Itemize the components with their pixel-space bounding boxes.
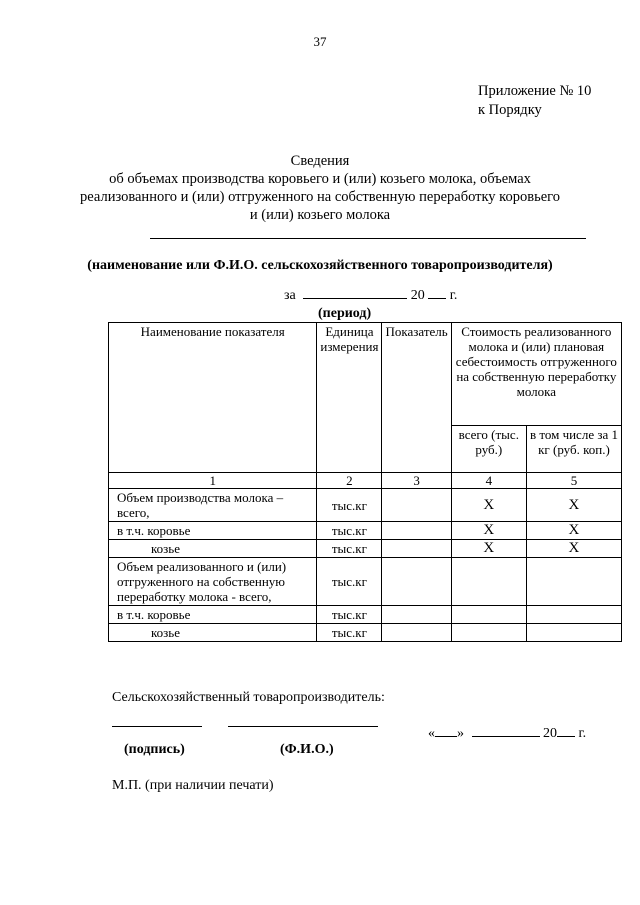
column-number: 4: [451, 473, 526, 489]
header-total: всего (тыс. руб.): [451, 426, 526, 473]
header-per-kg: в том числе за 1 кг (руб. коп.): [526, 426, 621, 473]
row-total: Х: [451, 540, 526, 558]
fio-caption: (Ф.И.О.): [280, 742, 334, 757]
row-name: в т.ч. коровье: [109, 522, 317, 540]
date-line: [428, 724, 586, 742]
column-numbers-row: [109, 473, 622, 489]
column-number: 5: [526, 473, 621, 489]
row-unit: тыс.кг: [317, 558, 382, 606]
row-name: Объем реализованного и (или) отгруженного на собственную переработку молока - всего,: [109, 558, 317, 606]
date-year-prefix: 20: [543, 726, 557, 741]
row-total[interactable]: [451, 606, 526, 624]
row-name: Объем производства молока – всего,: [109, 489, 317, 522]
table-row: [109, 558, 622, 606]
report-table: [108, 322, 622, 642]
signature-field[interactable]: [112, 726, 202, 727]
column-number: 1: [109, 473, 317, 489]
fio-field[interactable]: [228, 726, 378, 727]
row-total[interactable]: [451, 624, 526, 642]
date-year-field[interactable]: [557, 724, 575, 737]
table-row: [109, 624, 622, 642]
row-per-kg: Х: [526, 540, 621, 558]
period-prefix: за: [284, 288, 296, 303]
row-per-kg: Х: [526, 522, 621, 540]
date-open-quote: «: [428, 726, 435, 741]
column-number: 3: [382, 473, 451, 489]
table-row: [109, 540, 622, 558]
row-unit: тыс.кг: [317, 624, 382, 642]
row-indicator[interactable]: [382, 522, 451, 540]
row-total: Х: [451, 489, 526, 522]
row-per-kg[interactable]: [526, 624, 621, 642]
row-indicator[interactable]: [382, 558, 451, 606]
header-unit: Единица измерения: [317, 323, 382, 473]
row-unit: тыс.кг: [317, 489, 382, 522]
column-number: 2: [317, 473, 382, 489]
signature-caption: (подпись): [124, 742, 185, 757]
period-line: [284, 286, 457, 304]
table-row: [109, 606, 622, 624]
document-title: [80, 152, 560, 224]
appendix-line1: Приложение № 10: [478, 83, 592, 99]
row-name: в т.ч. коровье: [109, 606, 317, 624]
period-caption: (период): [318, 306, 372, 321]
header-name: Наименование показателя: [109, 323, 317, 473]
date-close-quote: »: [457, 726, 464, 741]
header-row: [109, 323, 622, 426]
appendix-line2: к Порядку: [478, 102, 542, 118]
page-number: 37: [313, 34, 327, 49]
row-unit: тыс.кг: [317, 540, 382, 558]
producer-name-caption: (наименование или Ф.И.О. сельскохозяйственного товаропроизводителя): [87, 258, 553, 273]
appendix-reference: [478, 82, 591, 120]
period-year-suffix: г.: [449, 288, 458, 303]
row-name: козье: [109, 540, 317, 558]
producer-name-field[interactable]: [150, 238, 586, 239]
producer-label: Сельскохозяйственный товаропроизводитель:: [112, 690, 385, 705]
row-total[interactable]: [451, 558, 526, 606]
row-unit: тыс.кг: [317, 522, 382, 540]
row-indicator[interactable]: [382, 489, 451, 522]
period-year-prefix: 20: [410, 288, 425, 303]
row-total: Х: [451, 522, 526, 540]
period-year-field[interactable]: [428, 286, 446, 299]
date-year-suffix: г.: [578, 726, 587, 741]
row-name: козье: [109, 624, 317, 642]
title-line3: и (или) козьего молока: [249, 207, 391, 223]
date-month-field[interactable]: [472, 724, 540, 737]
table-row: [109, 489, 622, 522]
date-day-field[interactable]: [435, 724, 457, 737]
row-per-kg[interactable]: [526, 606, 621, 624]
header-indicator: Показатель: [382, 323, 451, 473]
row-per-kg[interactable]: [526, 558, 621, 606]
header-cost: Стоимость реализованного молока и (или) плановая себестоимость отгруженного на собственную переработку молока: [451, 323, 621, 426]
row-indicator[interactable]: [382, 624, 451, 642]
row-indicator[interactable]: [382, 540, 451, 558]
row-unit: тыс.кг: [317, 606, 382, 624]
row-indicator[interactable]: [382, 606, 451, 624]
table-row: [109, 522, 622, 540]
title-line1: об объемах производства коровьего и (или) козьего молока, объемах: [109, 171, 531, 187]
row-per-kg: Х: [526, 489, 621, 522]
title-line2: реализованного и (или) отгруженного на собственную переработку коровьего: [80, 189, 560, 205]
title-heading: Сведения: [290, 153, 350, 169]
stamp-note: М.П. (при наличии печати): [112, 778, 274, 793]
period-field[interactable]: [303, 286, 407, 299]
